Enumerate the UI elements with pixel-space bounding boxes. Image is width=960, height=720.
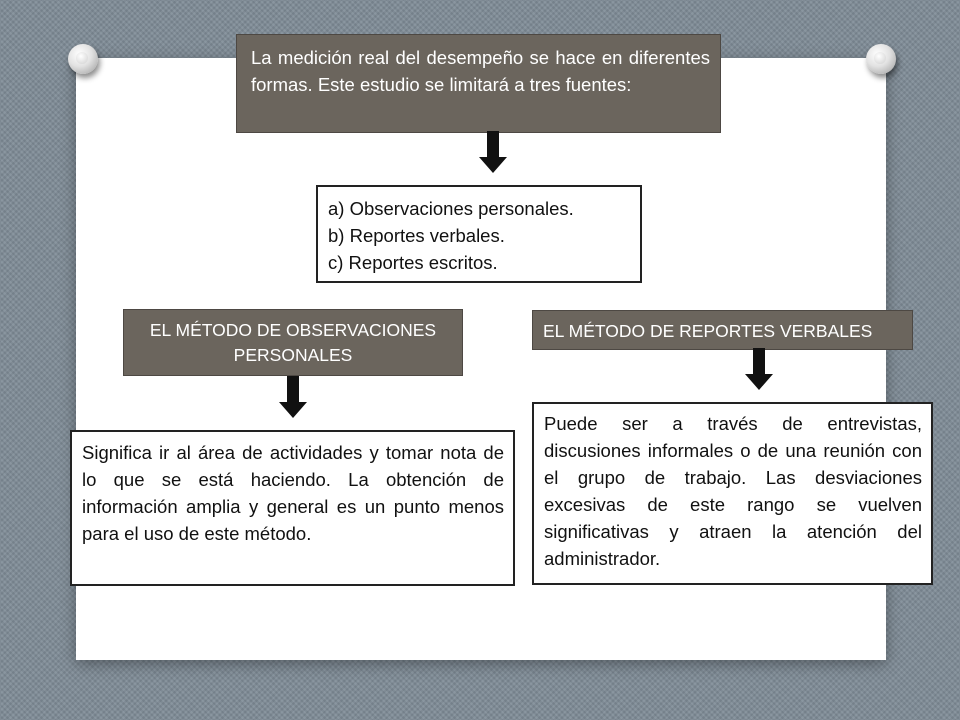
sources-list-box bbox=[316, 185, 642, 283]
method-verbal-reports-description: Puede ser a través de entrevistas, discusiones informales o de una reunión con el grupo de trabajo. Las desviaciones excesivas de este rango se vuelven significativas y atraen la atención del administrador. bbox=[544, 413, 922, 569]
pushpin-top-right-icon bbox=[866, 44, 896, 74]
pushpin-top-left-icon bbox=[68, 44, 98, 74]
method-verbal-reports-title-box bbox=[532, 310, 913, 350]
method-verbal-reports-description-box bbox=[532, 402, 933, 585]
source-item: c) Reportes escritos. bbox=[328, 252, 498, 273]
intro-text: La medición real del desempeño se hace en diferentes formas. Este estudio se limitará a tres fuentes: bbox=[251, 47, 710, 95]
source-item: a) Observaciones personales. bbox=[328, 198, 574, 219]
method-observations-title-box bbox=[123, 309, 463, 376]
method-observations-description-box bbox=[70, 430, 515, 586]
down-arrow-icon bbox=[479, 131, 507, 173]
method-observations-description: Significa ir al área de actividades y tomar nota de lo que se está haciendo. La obtención de información amplia y general es un punto menos para el uso de este método. bbox=[82, 442, 504, 544]
method-observations-title: EL MÉTODO DE OBSERVACIONES PERSONALES bbox=[149, 320, 437, 365]
source-item: b) Reportes verbales. bbox=[328, 225, 505, 246]
down-arrow-icon bbox=[279, 376, 307, 418]
method-verbal-reports-title: EL MÉTODO DE REPORTES VERBALES bbox=[543, 321, 873, 341]
down-arrow-icon bbox=[745, 348, 773, 390]
intro-box bbox=[236, 34, 721, 133]
